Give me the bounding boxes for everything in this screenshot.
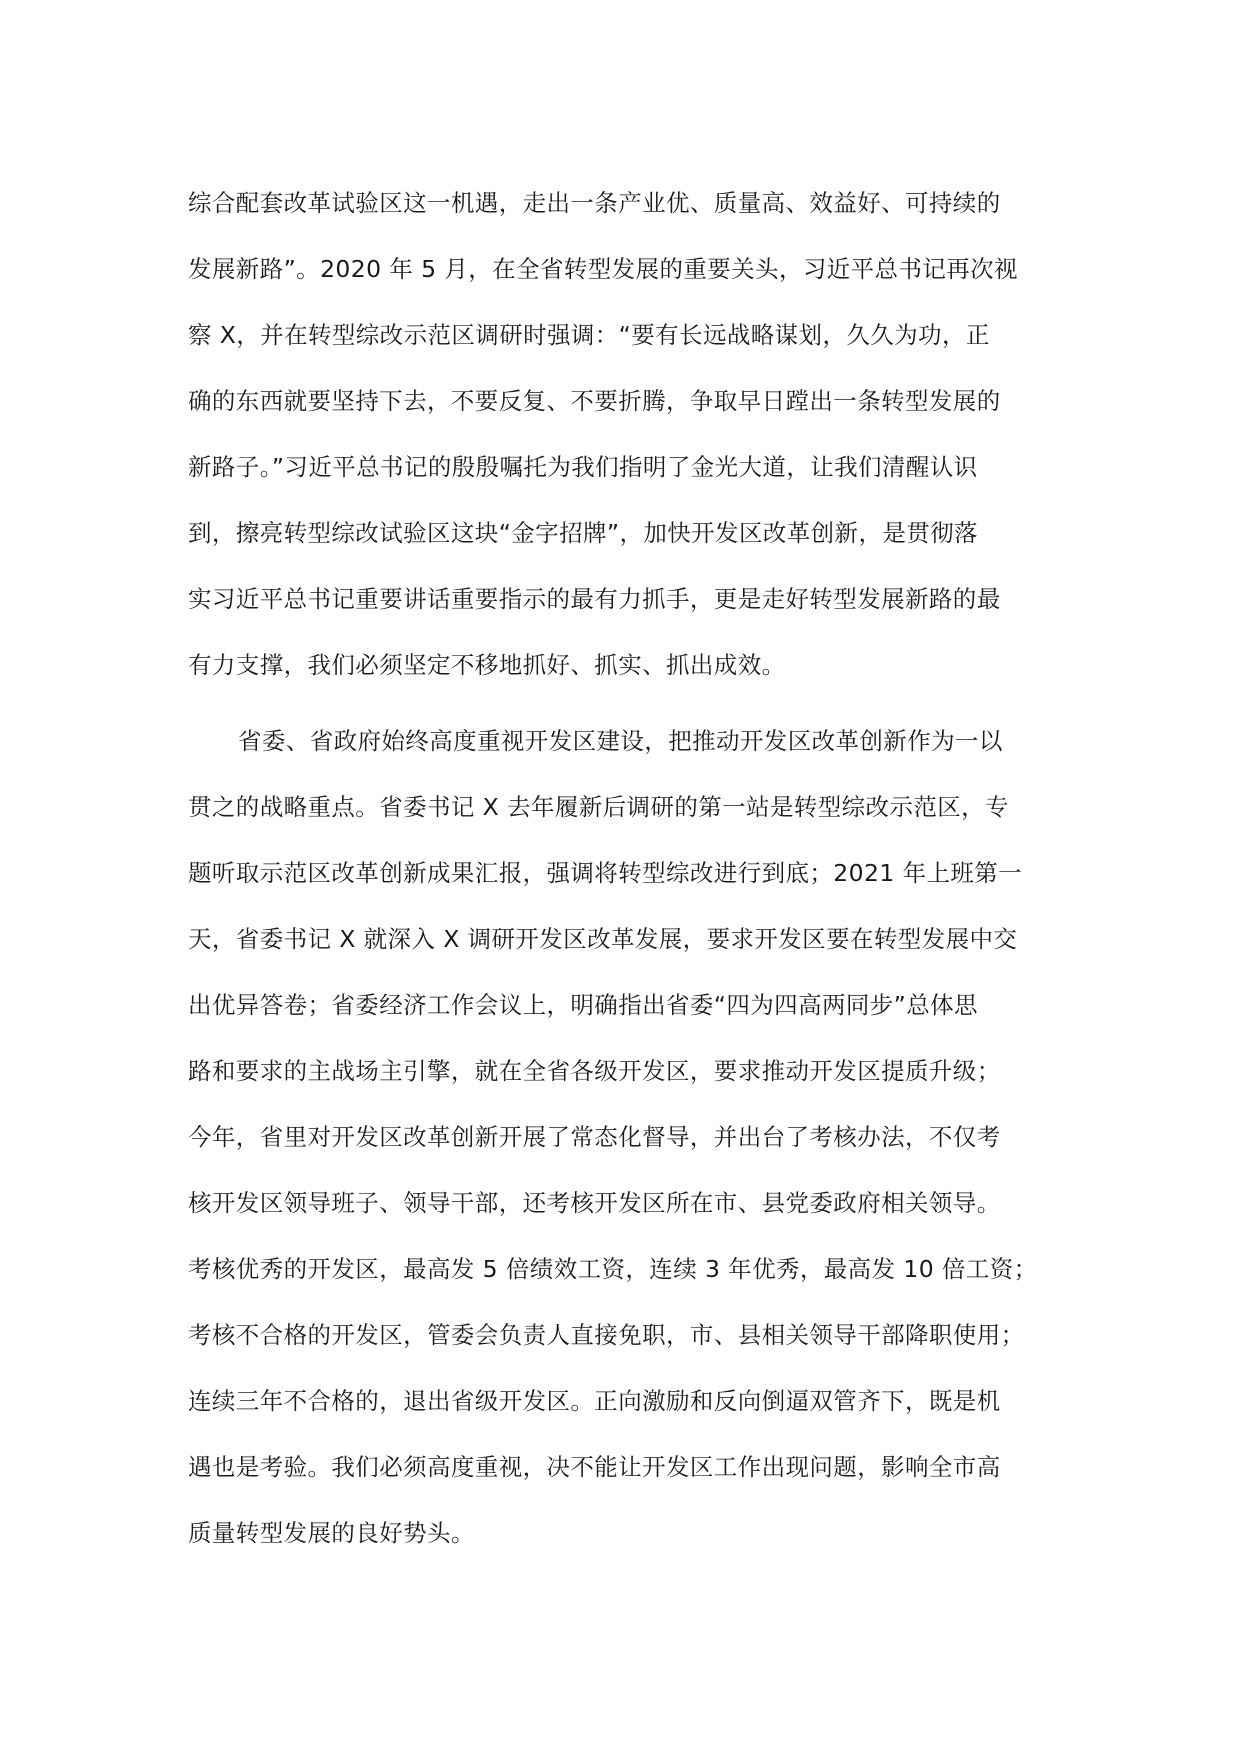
text-line: 发展新路”。2020 年 5 月，在全省转型发展的重要关头，习近平总书记再次视 [188, 255, 1018, 283]
text-line: 遇也是考验。我们必须高度重视，决不能让开发区工作出现问题，影响全市高 [188, 1453, 1001, 1481]
text-line: 考核优秀的开发区，最高发 5 倍绩效工资，连续 3 年优秀，最高发 10 倍工资； [188, 1255, 1038, 1283]
text-line: 天，省委书记 X 就深入 X 调研开发区改革发展，要求开发区要在转型发展中交 [188, 925, 1018, 953]
text-line: 确的东西就要坚持下去，不要反复、不要折腾，争取早日蹚出一条转型发展的 [188, 387, 1001, 415]
text-line: 质量转型发展的良好势头。 [188, 1519, 475, 1547]
text-line: 核开发区领导班子、领导干部，还考核开发区所在市、县党委政府相关领导。 [188, 1189, 1001, 1217]
text-line: 今年，省里对开发区改革创新开展了常态化督导，并出台了考核办法，不仅考 [188, 1123, 1001, 1151]
text-line: 题听取示范区改革创新成果汇报，强调将转型综改进行到底；2021 年上班第一 [188, 859, 1023, 887]
text-line: 有力支撑，我们必须坚定不移地抓好、抓实、抓出成效。 [188, 651, 786, 679]
text-line: 察 X，并在转型综改示范区调研时强调：“要有长远战略谋划，久久为功，正 [188, 321, 990, 349]
text-line: 实习近平总书记重要讲话重要指示的最有力抓手，更是走好转型发展新路的最 [188, 585, 1001, 613]
text-line: 贯之的战略重点。省委书记 X 去年履新后调研的第一站是转型综改示范区，专 [188, 793, 1009, 821]
text-line: 综合配套改革试验区这一机遇，走出一条产业优、质量高、效益好、可持续的 [188, 189, 1001, 217]
text-line: 省委、省政府始终高度重视开发区建设，把推动开发区改革创新作为一以 [238, 727, 1003, 755]
text-line: 新路子。”习近平总书记的殷殷嘱托为我们指明了金光大道，让我们清醒认识 [188, 453, 978, 481]
text-line: 考核不合格的开发区，管委会负责人直接免职，市、县相关领导干部降职使用； [188, 1321, 1025, 1349]
paragraph-spacer [188, 698, 1068, 708]
text-line: 到，擦亮转型综改试验区这块“金字招牌”，加快开发区改革创新，是贯彻落 [188, 519, 978, 547]
paragraph-1 [188, 170, 1068, 698]
paragraph-2 [188, 708, 1068, 1566]
text-line: 连续三年不合格的，退出省级开发区。正向激励和反向倒逼双管齐下，既是机 [188, 1387, 1001, 1415]
text-line: 路和要求的主战场主引擎，就在全省各级开发区，要求推动开发区提质升级； [188, 1057, 1001, 1085]
document-body [188, 170, 1068, 1566]
text-line: 出优异答卷；省委经济工作会议上，明确指出省委“四为四高两同步”总体思 [188, 991, 978, 1019]
